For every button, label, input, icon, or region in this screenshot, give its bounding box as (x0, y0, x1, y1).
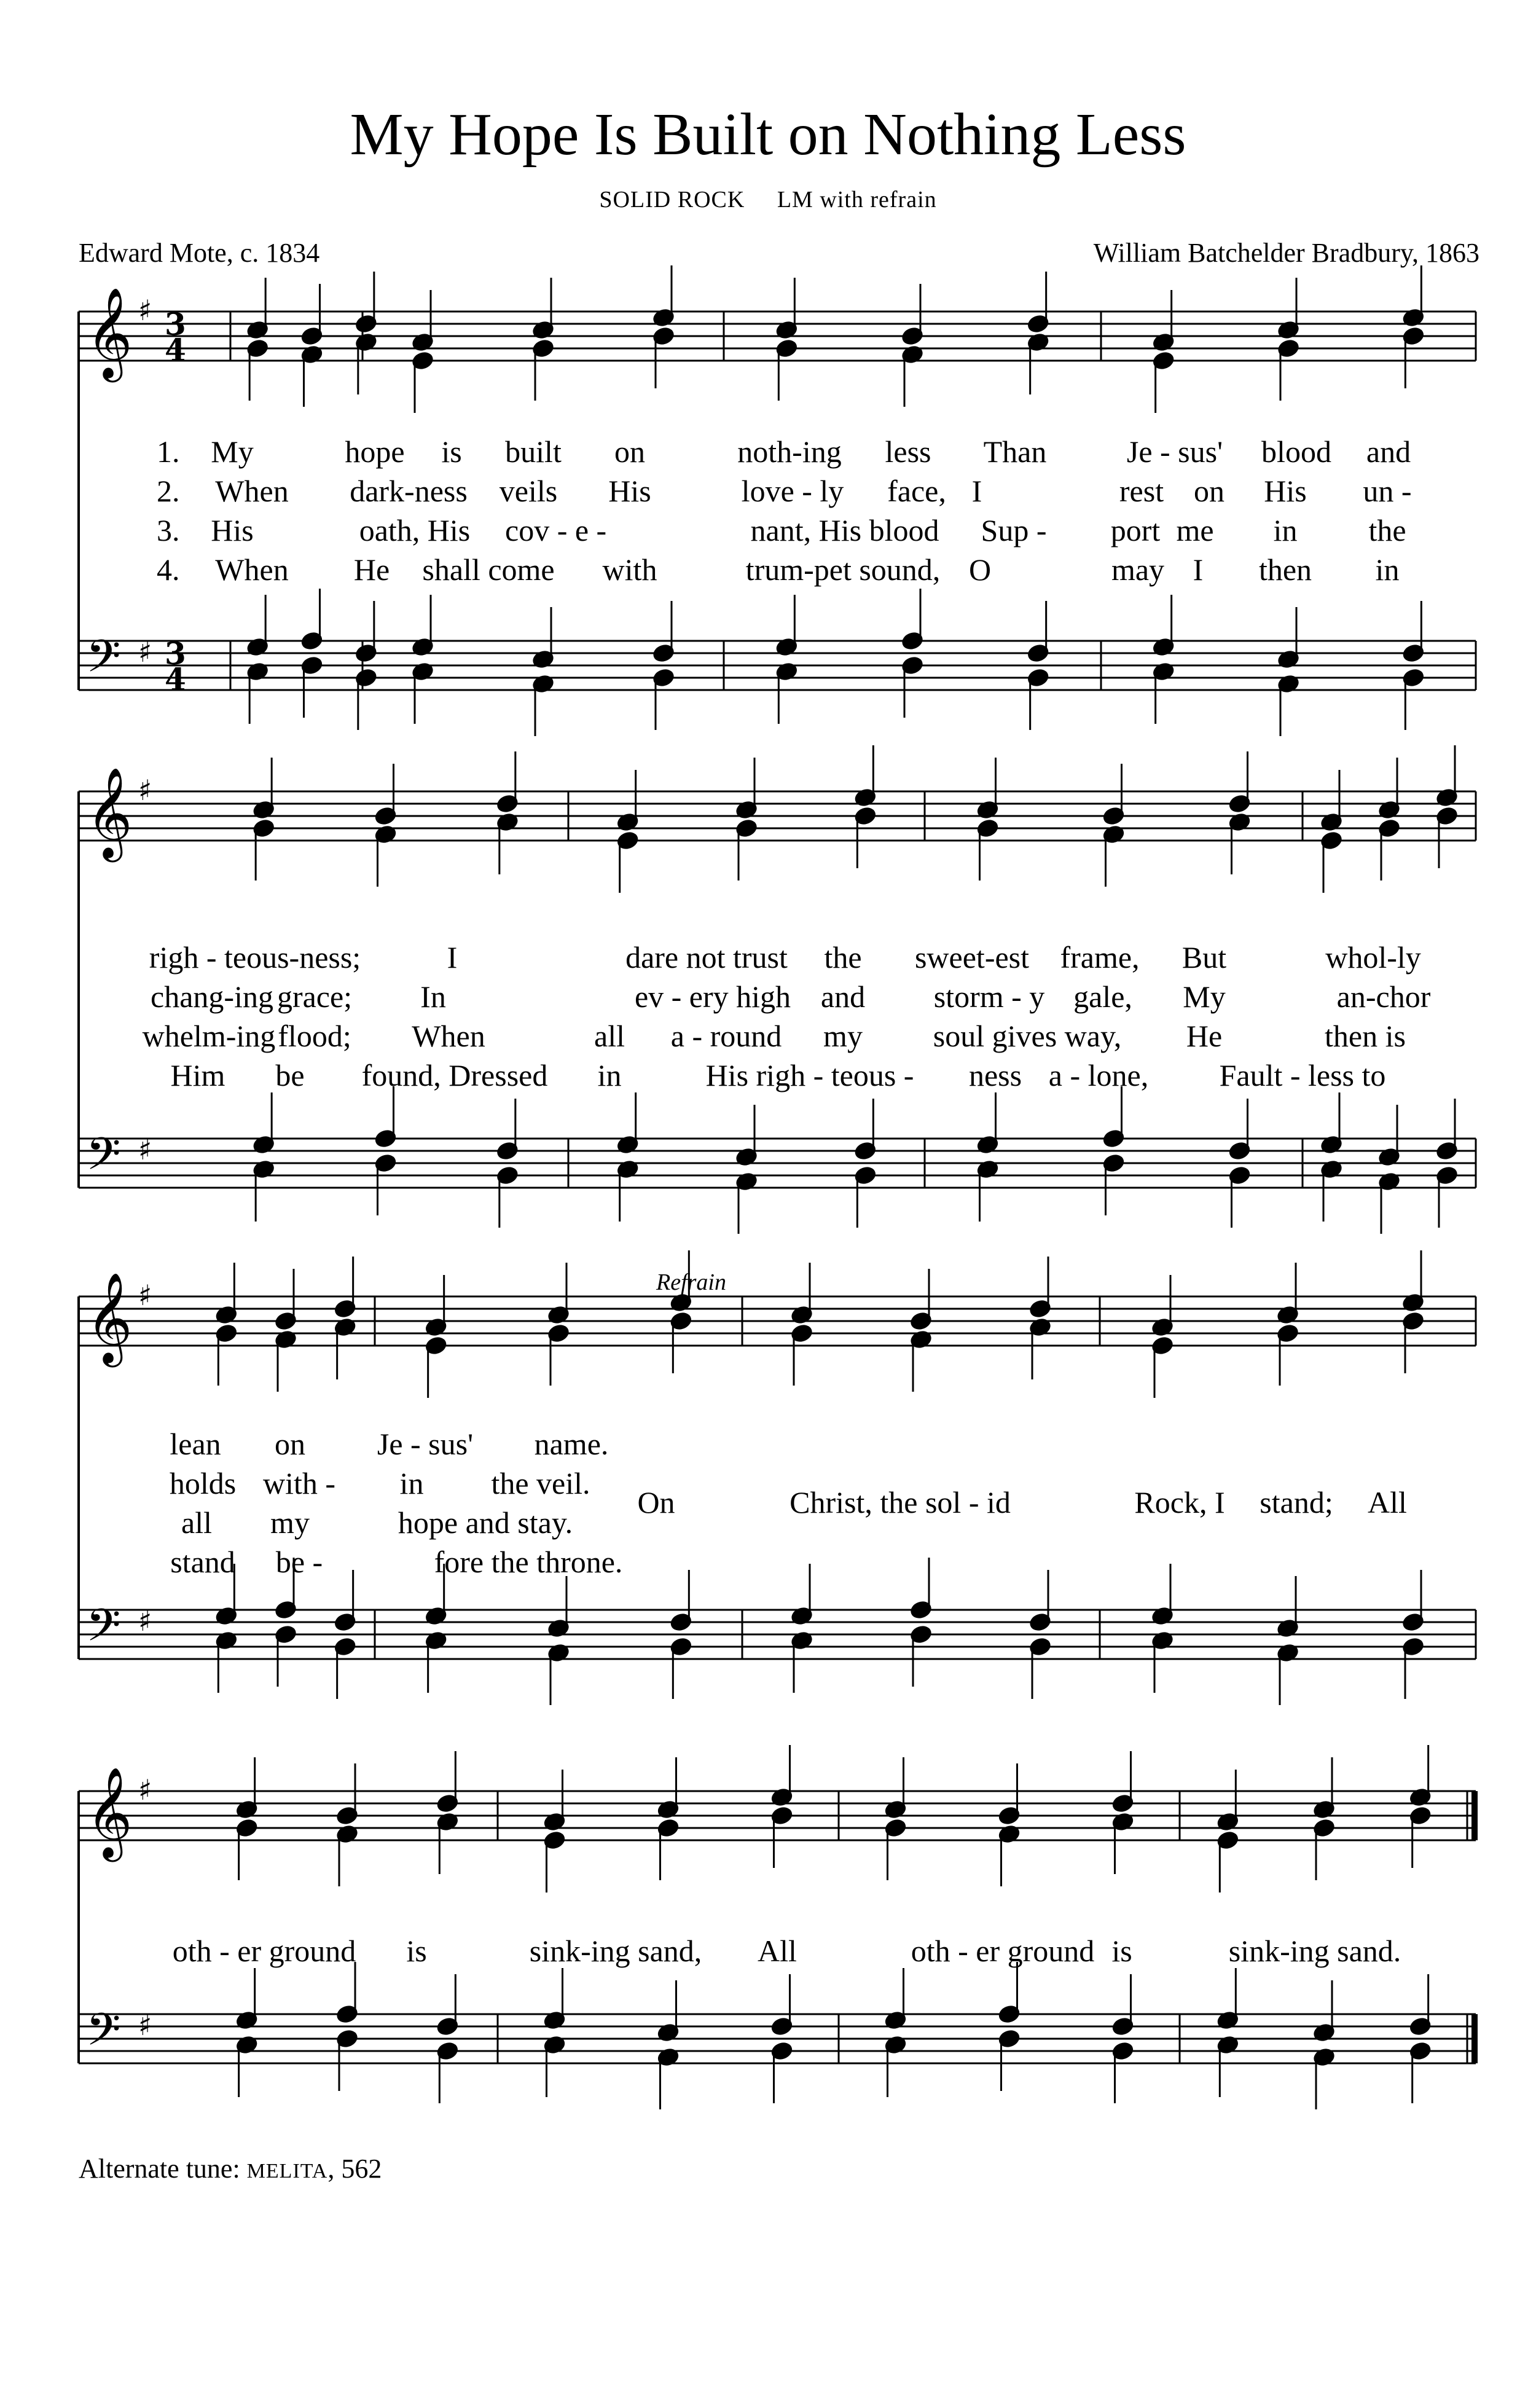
lyric: I (447, 940, 458, 975)
key-signature-sharp: ♯ (138, 2009, 152, 2042)
verse-number: 1. (157, 434, 180, 469)
lyric: In (420, 979, 446, 1014)
lyric: hope (345, 434, 405, 469)
key-signature-sharp: ♯ (138, 294, 152, 327)
lyric: Je - sus' (1126, 434, 1223, 469)
lyric: in (597, 1058, 622, 1092)
hymn-title: My Hope Is Built on Nothing Less (350, 101, 1186, 168)
lyric: noth-ing (737, 434, 842, 469)
lyric: righ - teous-ness; (149, 940, 361, 975)
lyric: oth - er ground (911, 1934, 1095, 1968)
key-signature-sharp: ♯ (138, 635, 152, 669)
lyric: Je - sus' (377, 1427, 474, 1461)
lyric: the (1368, 513, 1406, 547)
lyric: a - round (670, 1019, 782, 1053)
lyric: ness (968, 1058, 1022, 1092)
lyric: less (885, 434, 931, 469)
lyric: and (1366, 434, 1411, 469)
lyric: His righ - teous - (705, 1058, 914, 1092)
lyric: my (823, 1019, 863, 1053)
lyric: When (215, 552, 289, 587)
lyric: But (1181, 940, 1227, 975)
bass-clef: 𝄢 (86, 1599, 121, 1662)
time-signature-bass: 3 (165, 635, 186, 672)
key-signature-sharp: ♯ (138, 1604, 152, 1637)
lyric: chang-ing (151, 979, 273, 1014)
lyric: His (1264, 474, 1307, 508)
alternate-tune-number: , 562 (327, 2154, 382, 2184)
lyric: all (181, 1505, 212, 1540)
lyric: His (608, 474, 651, 508)
verse-number: 3. (157, 513, 180, 547)
lyric: name. (534, 1427, 609, 1461)
lyric: sink-ing sand, (529, 1934, 702, 1968)
lyric: with (602, 552, 657, 587)
lyric: with - (262, 1466, 336, 1500)
lyric: cov - e - (505, 513, 607, 547)
treble-clef: 𝄞 (86, 287, 133, 378)
lyric: gale, (1073, 979, 1132, 1014)
time-signature-treble: 4 (165, 332, 186, 368)
treble-clef: 𝄞 (86, 1272, 133, 1363)
lyric: then is (1325, 1019, 1406, 1053)
lyric: face, (887, 474, 946, 508)
lyric: be - (275, 1545, 323, 1579)
lyric: then (1258, 552, 1312, 587)
lyric: trum-pet sound, (745, 552, 941, 587)
key-signature-sharp: ♯ (138, 1133, 152, 1166)
lyric: port (1110, 513, 1161, 547)
lyric: in (1375, 552, 1400, 587)
lyric: Sup - (981, 513, 1047, 547)
key-signature-sharp: ♯ (138, 1279, 152, 1312)
lyric: is (406, 1934, 427, 1968)
lyric: holds (169, 1466, 237, 1500)
lyric: flood; (278, 1019, 351, 1053)
treble-clef: 𝄞 (86, 767, 133, 858)
lyric: and (820, 979, 866, 1014)
lyric: in (1273, 513, 1298, 547)
lyric: Him (170, 1058, 225, 1092)
lyric: sink-ing sand. (1228, 1934, 1401, 1968)
time-signature-bass: 4 (165, 661, 186, 697)
key-signature-sharp: ♯ (138, 774, 152, 807)
lyric: on (1194, 474, 1224, 508)
lyric: on (275, 1427, 305, 1461)
lyric: me (1176, 513, 1214, 547)
verse-number: 2. (157, 474, 180, 508)
lyric: veils (499, 474, 558, 508)
lyric: All (758, 1934, 797, 1968)
alternate-tune-name: MELITA (246, 2160, 328, 2182)
refrain-lyric: On (637, 1485, 675, 1520)
tune-name: SOLID ROCK LM with refrain (599, 187, 937, 213)
lyric: storm - y (933, 979, 1045, 1014)
lyric: may (1111, 552, 1165, 587)
lyric: an-chor (1336, 979, 1431, 1014)
lyric: My (211, 434, 254, 469)
lyric: lean (170, 1427, 221, 1461)
lyric: When (412, 1019, 485, 1053)
lyric: He (1186, 1019, 1223, 1053)
lyric: is (1111, 1934, 1132, 1968)
composer-credit: William Batchelder Bradbury, 1863 (1093, 238, 1479, 268)
lyric: fore the throne. (434, 1545, 623, 1579)
lyric: rest (1119, 474, 1164, 508)
bass-clef: 𝄢 (86, 630, 121, 693)
refrain-label: Refrain (656, 1269, 726, 1295)
lyric: dark-ness (350, 474, 468, 508)
treble-clef: 𝄞 (86, 1767, 133, 1858)
lyric: all (594, 1019, 625, 1053)
lyric: shall come (422, 552, 555, 587)
lyric: I (971, 474, 982, 508)
lyric: blood (1261, 434, 1331, 469)
lyric: un - (1363, 474, 1412, 508)
lyric: Fault - less to (1219, 1058, 1386, 1092)
lyric: the (824, 940, 862, 975)
lyric: be (275, 1058, 305, 1092)
lyric: My (1183, 979, 1226, 1014)
lyric: hope and stay. (398, 1505, 573, 1540)
lyric: soul gives way, (933, 1019, 1122, 1053)
lyric: ev - ery high (634, 979, 791, 1014)
lyric: I (1193, 552, 1204, 587)
lyric: on (614, 434, 645, 469)
lyric: When (215, 474, 289, 508)
lyric: O (968, 552, 992, 587)
refrain-lyric: All (1368, 1485, 1407, 1520)
lyric: dare not trust (625, 940, 788, 975)
bass-clef: 𝄢 (86, 2003, 121, 2066)
refrain-lyric: Christ, the sol - id (790, 1485, 1011, 1520)
lyric: nant, His blood (750, 513, 939, 547)
time-signature-treble: 3 (165, 306, 186, 342)
lyric: whelm-ing (142, 1019, 276, 1053)
alternate-tune-label: Alternate tune: (79, 2154, 240, 2184)
lyric: whol-ly (1325, 940, 1421, 975)
verse-number: 4. (157, 552, 180, 587)
lyric: sweet-est (914, 940, 1030, 975)
lyric: is (441, 434, 462, 469)
lyric: found, Dressed (361, 1058, 548, 1092)
lyric: He (353, 552, 390, 587)
refrain-lyric: Rock, I (1134, 1485, 1225, 1520)
lyric: stand (170, 1545, 235, 1579)
lyric: frame, (1060, 940, 1140, 975)
refrain-lyric: stand; (1260, 1485, 1333, 1520)
lyric: oth - er ground (172, 1934, 356, 1968)
lyric: a - lone, (1048, 1058, 1149, 1092)
lyric: the veil. (491, 1466, 590, 1500)
key-signature-sharp: ♯ (138, 1773, 152, 1806)
alternate-tune-note (79, 2155, 382, 2182)
lyric: grace; (276, 979, 353, 1014)
lyric: built (505, 434, 562, 469)
lyric: Than (983, 434, 1047, 469)
lyric: oath, His (359, 513, 471, 547)
bass-clef: 𝄢 (86, 1128, 121, 1191)
lyric: my (270, 1505, 310, 1540)
author-credit: Edward Mote, c. 1834 (79, 238, 320, 268)
lyric: His (211, 513, 254, 547)
lyric: love - ly (741, 474, 844, 508)
lyric: in (399, 1466, 424, 1500)
